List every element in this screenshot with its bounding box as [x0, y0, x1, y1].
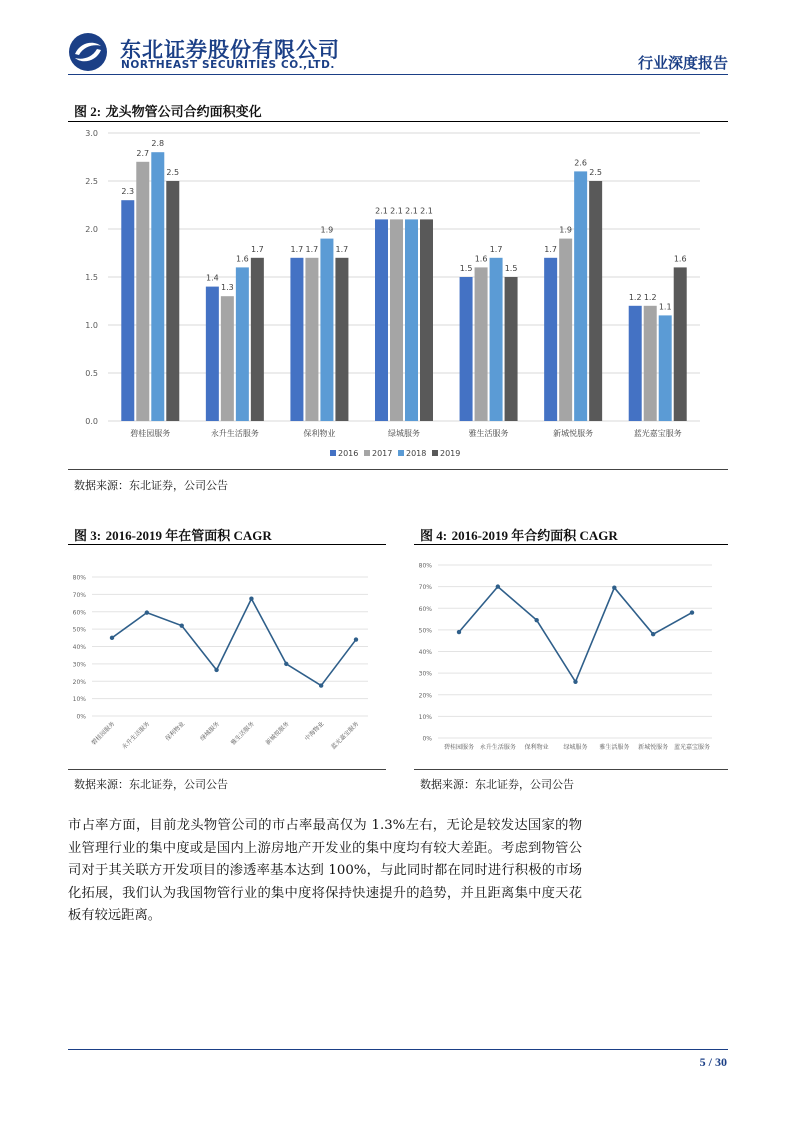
- x-tick-label: 永升生活服务: [210, 429, 259, 438]
- y-tick-label: 0.5: [85, 369, 98, 378]
- bar: [121, 200, 134, 421]
- data-point: [214, 668, 218, 672]
- legend-swatch: [330, 450, 336, 456]
- data-label: 2.6: [574, 158, 588, 168]
- report-type: 行业深度报告: [637, 54, 728, 72]
- data-label: 1.6: [235, 254, 249, 264]
- figure2-bar-chart: [68, 123, 728, 468]
- y-tick-label: 80%: [418, 562, 432, 570]
- page-header: [68, 30, 728, 74]
- x-tick-label: 绿城服务: [388, 429, 420, 438]
- y-tick-label: 10%: [72, 696, 86, 704]
- figure3-caption: [74, 525, 272, 544]
- company-logo-icon: [68, 32, 108, 72]
- figure3-line-chart: [68, 546, 386, 768]
- x-tick-label: 雅生活服务: [468, 429, 509, 438]
- bar: [674, 267, 687, 421]
- data-label: 1.2: [643, 292, 657, 302]
- bar: [559, 239, 572, 421]
- y-tick-label: 40%: [418, 649, 432, 656]
- figure4-source: 数据来源：东北证券，公司公告: [420, 778, 574, 791]
- page-number: 5 / 30: [699, 1055, 727, 1069]
- y-tick-label: 50%: [72, 626, 86, 634]
- data-label: 1.9: [320, 225, 334, 235]
- data-point: [612, 586, 616, 590]
- data-label: 2.1: [375, 206, 388, 216]
- y-tick-label: 10%: [418, 713, 432, 721]
- y-tick-label: 1.0: [85, 321, 98, 330]
- y-tick-label: 40%: [72, 644, 86, 651]
- figure2-caption: [74, 101, 262, 120]
- figure3-top-rule: [68, 544, 386, 545]
- x-tick-label: 蓝光嘉宝服务: [633, 429, 682, 438]
- company-name-en: NORTHEAST SECURITIES CO.,LTD.: [121, 59, 335, 71]
- bar: [335, 258, 348, 421]
- series-line: [459, 587, 692, 682]
- x-tick-label: 碧桂园服务: [443, 744, 475, 751]
- data-label: 2.5: [589, 168, 603, 177]
- y-tick-label: 1.5: [85, 273, 98, 282]
- bar: [574, 171, 587, 421]
- legend-label: 2018: [406, 449, 427, 458]
- y-tick-label: 70%: [72, 591, 86, 599]
- bar: [151, 152, 164, 421]
- data-label: 2.7: [136, 148, 150, 158]
- figure3-source: 数据来源：东北证券，公司公告: [74, 778, 228, 791]
- figure2-title: 龙头物管公司合约面积变化: [105, 105, 262, 120]
- y-tick-label: 0%: [76, 713, 86, 721]
- data-label: 1.6: [673, 254, 687, 264]
- bar: [475, 267, 488, 421]
- bar: [206, 287, 219, 421]
- data-point: [573, 680, 577, 684]
- data-point: [284, 662, 288, 666]
- figure2-bottom-rule: [68, 469, 728, 470]
- figure4-title: 2016-2019 年合约面积 CAGR: [451, 528, 618, 543]
- y-tick-label: 3.0: [85, 129, 98, 138]
- y-tick-label: 30%: [418, 670, 432, 678]
- bar: [659, 315, 672, 421]
- bar: [390, 219, 403, 421]
- figure4-label: 图 4:: [420, 528, 448, 543]
- figure2-top-rule: [68, 121, 728, 122]
- y-tick-label: 0%: [422, 735, 432, 743]
- x-tick-label: 蓝光嘉宝服务: [329, 720, 361, 751]
- data-label: 1.1: [658, 302, 672, 312]
- x-tick-label: 新城悦服务: [638, 744, 669, 751]
- bar: [290, 258, 303, 421]
- data-point: [534, 618, 538, 622]
- bar: [251, 258, 264, 421]
- x-tick-label: 永升生活服务: [120, 720, 152, 751]
- data-label: 1.3: [220, 283, 234, 293]
- data-label: 1.7: [544, 244, 558, 254]
- y-tick-label: 0.0: [85, 417, 98, 426]
- x-tick-label: 保利物业: [303, 429, 336, 438]
- legend-label: 2019: [440, 449, 461, 458]
- bar: [320, 239, 333, 421]
- figure4-top-rule: [414, 544, 728, 545]
- figure3-label: 图 3:: [74, 528, 102, 543]
- y-tick-label: 70%: [418, 584, 432, 592]
- data-point: [110, 636, 114, 640]
- x-tick-label: 碧桂园服务: [90, 720, 117, 747]
- x-tick-label: 绿城服务: [199, 720, 221, 743]
- bar: [166, 181, 179, 421]
- data-label: 1.7: [250, 244, 264, 254]
- y-tick-label: 20%: [72, 678, 86, 686]
- data-label: 1.2: [628, 292, 642, 302]
- y-tick-label: 60%: [418, 605, 432, 613]
- x-tick-label: 碧桂园服务: [130, 429, 171, 438]
- bar: [236, 267, 249, 421]
- y-tick-label: 30%: [72, 661, 86, 669]
- bar: [305, 258, 318, 421]
- data-label: 1.4: [205, 273, 219, 283]
- bar: [629, 306, 642, 421]
- x-tick-label: 保利物业: [164, 720, 187, 743]
- bar: [490, 258, 503, 421]
- figure2-source: 数据来源：东北证券，公司公告: [74, 479, 228, 492]
- bar: [405, 219, 418, 421]
- x-tick-label: 新城悦服务: [264, 720, 291, 747]
- x-tick-label: 雅生活服务: [599, 744, 630, 751]
- figure4-line-chart: [414, 546, 728, 768]
- bar: [136, 162, 149, 421]
- data-label: 2.1: [420, 206, 433, 216]
- data-point: [180, 623, 184, 627]
- data-point: [354, 637, 358, 641]
- bar: [505, 277, 518, 421]
- data-label: 1.7: [489, 244, 503, 254]
- legend-label: 2016: [338, 449, 359, 458]
- data-point: [319, 683, 323, 687]
- y-tick-label: 80%: [72, 574, 86, 582]
- x-tick-label: 保利物业: [524, 744, 549, 751]
- figure4-bottom-rule: [414, 769, 728, 770]
- x-tick-label: 绿城服务: [563, 744, 588, 751]
- x-tick-label: 蓝光嘉宝服务: [673, 744, 711, 751]
- data-label: 2.3: [121, 187, 135, 197]
- data-label: 1.6: [474, 254, 488, 264]
- x-tick-label: 永升生活服务: [479, 744, 516, 751]
- data-label: 1.7: [305, 244, 319, 254]
- legend-swatch: [398, 450, 404, 456]
- footer-divider: [68, 1049, 728, 1050]
- y-tick-label: 60%: [72, 609, 86, 617]
- y-tick-label: 20%: [418, 692, 432, 700]
- bar: [221, 296, 234, 421]
- legend-label: 2017: [372, 449, 393, 458]
- data-label: 1.5: [504, 264, 518, 273]
- company-name-cn: 东北证券股份有限公司: [120, 38, 340, 62]
- y-tick-label: 50%: [418, 627, 432, 635]
- bar: [460, 277, 473, 421]
- bar: [644, 306, 657, 421]
- x-tick-label: 雅生活服务: [229, 720, 256, 747]
- figure3-title: 2016-2019 年在管面积 CAGR: [105, 528, 272, 543]
- figure3-bottom-rule: [68, 769, 386, 770]
- data-label: 1.7: [335, 244, 349, 254]
- legend-swatch: [432, 450, 438, 456]
- header-divider: [68, 74, 728, 75]
- bar: [420, 219, 433, 421]
- data-point: [690, 610, 694, 614]
- data-point: [651, 632, 655, 636]
- figure4-caption: [420, 525, 618, 544]
- bar: [375, 219, 388, 421]
- y-tick-label: 2.5: [85, 177, 98, 186]
- legend-swatch: [364, 450, 370, 456]
- data-point: [145, 610, 149, 614]
- data-point: [457, 630, 461, 634]
- data-label: 2.1: [390, 206, 403, 216]
- data-point: [249, 597, 253, 601]
- x-tick-label: 中海物业: [303, 720, 326, 743]
- data-label: 2.8: [151, 139, 165, 149]
- data-label: 2.1: [405, 206, 418, 216]
- x-tick-label: 新城悦服务: [553, 429, 594, 438]
- figure2-label: 图 2:: [74, 104, 102, 119]
- data-label: 1.9: [559, 225, 573, 235]
- data-label: 2.5: [166, 168, 180, 177]
- data-point: [496, 584, 500, 588]
- bar: [544, 258, 557, 421]
- y-tick-label: 2.0: [85, 225, 98, 234]
- bar: [589, 181, 602, 421]
- body-paragraph: 市占率方面，目前龙头物管公司的市占率最高仅为 1.3%左右，无论是较发达国家的物业管理行业的集中度或是国内上游房地产开发业的集中度均有较大差距。考虑到物管公司对于其关联方开发项目的渗透率基本达到 100%，与此同时都在同时进行积极的市场化拓展，我们认为我国物管行业的集中度将保持快速提升的趋势，并且距离集中度天花板有较远距离。: [68, 818, 582, 924]
- data-label: 1.5: [459, 264, 473, 273]
- data-label: 1.7: [290, 244, 304, 254]
